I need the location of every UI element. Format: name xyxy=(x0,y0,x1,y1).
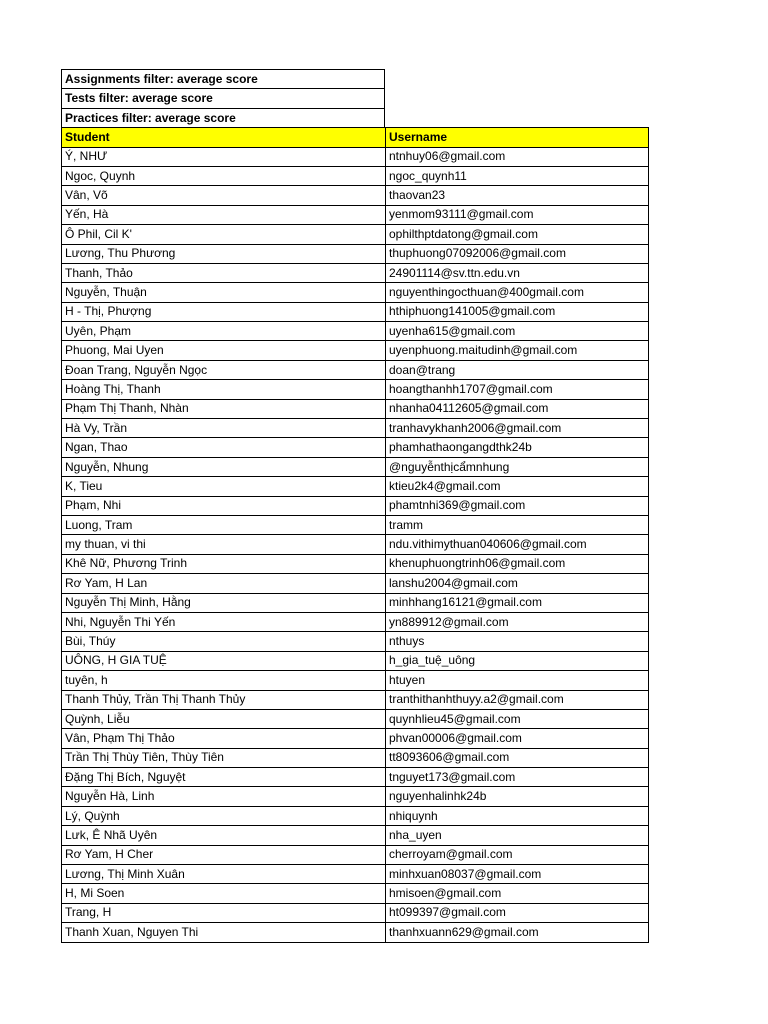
table-row xyxy=(62,419,649,438)
student-cell: Yến, Hà xyxy=(62,205,386,224)
student-cell: Ô Phil, Cil K' xyxy=(62,225,386,244)
student-cell: Trang, H xyxy=(62,903,386,922)
student-cell: Rơ Yam, H Cher xyxy=(62,845,386,864)
table-row xyxy=(62,496,649,515)
username-cell: tranhavykhanh2006@gmail.com xyxy=(386,419,649,438)
table-row xyxy=(62,302,649,321)
table-row xyxy=(62,923,649,942)
username-cell: h_gia_tuệ_uông xyxy=(386,651,649,670)
username-cell: nguyenthingocthuan@400gmail.com xyxy=(386,283,649,302)
username-cell: @nguyễnthịcẩmnhung xyxy=(386,457,649,476)
student-cell: UÔNG, H GIA TUỆ xyxy=(62,651,386,670)
table-row xyxy=(62,166,649,185)
student-column-header: Student xyxy=(62,128,386,147)
username-cell: nthuys xyxy=(386,632,649,651)
username-cell: hthiphuong141005@gmail.com xyxy=(386,302,649,321)
student-cell: Ý, NHƯ xyxy=(62,147,386,166)
student-table xyxy=(61,127,649,942)
username-cell: 24901114@sv.ttn.edu.vn xyxy=(386,263,649,282)
student-cell: Nguyễn, Nhung xyxy=(62,457,386,476)
student-cell: Lý, Quỳnh xyxy=(62,806,386,825)
table-row xyxy=(62,186,649,205)
student-cell: Ngoc, Quynh xyxy=(62,166,386,185)
table-row xyxy=(62,787,649,806)
student-cell: H, Mi Soen xyxy=(62,884,386,903)
username-cell: cherroyam@gmail.com xyxy=(386,845,649,864)
student-cell: Phạm Thị Thanh, Nhàn xyxy=(62,399,386,418)
username-cell: yenmom93111@gmail.com xyxy=(386,205,649,224)
username-cell: ngoc_quynh11 xyxy=(386,166,649,185)
student-cell: Ngan, Thao xyxy=(62,438,386,457)
assignments-filter: Assignments filter: average score xyxy=(61,69,385,88)
student-cell: Thanh Xuan, Nguyen Thi xyxy=(62,923,386,942)
student-cell: Vân, Võ xyxy=(62,186,386,205)
username-cell: nhiquynh xyxy=(386,806,649,825)
student-cell: Nguyễn Thị Minh, Hằng xyxy=(62,593,386,612)
table-row xyxy=(62,768,649,787)
username-cell: htuyen xyxy=(386,671,649,690)
student-cell: Lương, Thu Phương xyxy=(62,244,386,263)
table-row xyxy=(62,632,649,651)
table-row xyxy=(62,322,649,341)
table-row xyxy=(62,457,649,476)
table-row xyxy=(62,263,649,282)
table-row xyxy=(62,225,649,244)
username-cell: minhhang16121@gmail.com xyxy=(386,593,649,612)
student-cell: Bùi, Thúy xyxy=(62,632,386,651)
table-row xyxy=(62,671,649,690)
table-row xyxy=(62,574,649,593)
student-cell: Thanh, Thảo xyxy=(62,263,386,282)
student-cell: Nhi, Nguyễn Thi Yến xyxy=(62,612,386,631)
student-cell: my thuan, vi thi xyxy=(62,535,386,554)
table-row xyxy=(62,903,649,922)
table-row xyxy=(62,515,649,534)
student-cell: H - Thị, Phượng xyxy=(62,302,386,321)
username-cell: thaovan23 xyxy=(386,186,649,205)
student-cell: Lương, Thị Minh Xuân xyxy=(62,865,386,884)
student-sheet xyxy=(61,69,649,943)
username-cell: quynhlieu45@gmail.com xyxy=(386,709,649,728)
student-cell: Trần Thị Thùy Tiên, Thùy Tiên xyxy=(62,748,386,767)
username-cell: minhxuan08037@gmail.com xyxy=(386,865,649,884)
student-cell: Phạm, Nhi xyxy=(62,496,386,515)
table-row xyxy=(62,690,649,709)
username-cell: tramm xyxy=(386,515,649,534)
student-cell: Nguyễn, Thuận xyxy=(62,283,386,302)
username-cell: hmisoen@gmail.com xyxy=(386,884,649,903)
table-row xyxy=(62,612,649,631)
table-row xyxy=(62,399,649,418)
table-row xyxy=(62,884,649,903)
table-row xyxy=(62,729,649,748)
student-cell: Vân, Phạm Thị Thảo xyxy=(62,729,386,748)
username-cell: ndu.vithimythuan040606@gmail.com xyxy=(386,535,649,554)
username-cell: phamtnhi369@gmail.com xyxy=(386,496,649,515)
table-row xyxy=(62,380,649,399)
student-cell: Lưk, Ê Nhã Uyên xyxy=(62,826,386,845)
table-row xyxy=(62,554,649,573)
header-row xyxy=(62,128,649,147)
username-cell: tt8093606@gmail.com xyxy=(386,748,649,767)
table-row xyxy=(62,748,649,767)
table-row xyxy=(62,360,649,379)
student-cell: Nguyễn Hà, Linh xyxy=(62,787,386,806)
student-cell: K, Tieu xyxy=(62,477,386,496)
table-row xyxy=(62,806,649,825)
username-cell: hoangthanhh1707@gmail.com xyxy=(386,380,649,399)
table-row xyxy=(62,845,649,864)
practices-filter: Practices filter: average score xyxy=(61,108,385,127)
tests-filter: Tests filter: average score xyxy=(61,88,385,107)
student-cell: Quỳnh, Liễu xyxy=(62,709,386,728)
username-cell: tranthithanhthuyy.a2@gmail.com xyxy=(386,690,649,709)
table-row xyxy=(62,147,649,166)
username-cell: doan@trang xyxy=(386,360,649,379)
table-row xyxy=(62,244,649,263)
username-cell: phvan00006@gmail.com xyxy=(386,729,649,748)
table-row xyxy=(62,865,649,884)
username-cell: thanhxuann629@gmail.com xyxy=(386,923,649,942)
username-cell: nguyenhalinhk24b xyxy=(386,787,649,806)
table-row xyxy=(62,651,649,670)
username-cell: ntnhuy06@gmail.com xyxy=(386,147,649,166)
student-cell: Đoan Trang, Nguyễn Ngọc xyxy=(62,360,386,379)
username-cell: ktieu2k4@gmail.com xyxy=(386,477,649,496)
student-cell: Hà Vy, Trần xyxy=(62,419,386,438)
username-cell: yn889912@gmail.com xyxy=(386,612,649,631)
student-cell: Phuong, Mai Uyen xyxy=(62,341,386,360)
username-cell: uyenphuong.maitudinh@gmail.com xyxy=(386,341,649,360)
username-cell: nhanha04112605@gmail.com xyxy=(386,399,649,418)
table-row xyxy=(62,341,649,360)
username-cell: uyenha615@gmail.com xyxy=(386,322,649,341)
username-cell: ht099397@gmail.com xyxy=(386,903,649,922)
username-cell: nha_uyen xyxy=(386,826,649,845)
username-column-header: Username xyxy=(386,128,649,147)
student-cell: Rơ Yam, H Lan xyxy=(62,574,386,593)
username-cell: tnguyet173@gmail.com xyxy=(386,768,649,787)
table-row xyxy=(62,205,649,224)
student-cell: Luong, Tram xyxy=(62,515,386,534)
username-cell: phamhathaongangdthk24b xyxy=(386,438,649,457)
username-cell: thuphuong07092006@gmail.com xyxy=(386,244,649,263)
table-row xyxy=(62,593,649,612)
table-row xyxy=(62,283,649,302)
table-row xyxy=(62,826,649,845)
table-row xyxy=(62,709,649,728)
table-row xyxy=(62,535,649,554)
student-cell: Đặng Thị Bích, Nguyệt xyxy=(62,768,386,787)
username-cell: ophilthptdatong@gmail.com xyxy=(386,225,649,244)
student-cell: Uyên, Phạm xyxy=(62,322,386,341)
table-row xyxy=(62,438,649,457)
student-cell: tuyên, h xyxy=(62,671,386,690)
table-row xyxy=(62,477,649,496)
username-cell: khenuphuongtrinh06@gmail.com xyxy=(386,554,649,573)
student-cell: Hoàng Thị, Thanh xyxy=(62,380,386,399)
student-cell: Khê Nữ, Phương Trinh xyxy=(62,554,386,573)
username-cell: lanshu2004@gmail.com xyxy=(386,574,649,593)
student-cell: Thanh Thủy, Trần Thị Thanh Thủy xyxy=(62,690,386,709)
